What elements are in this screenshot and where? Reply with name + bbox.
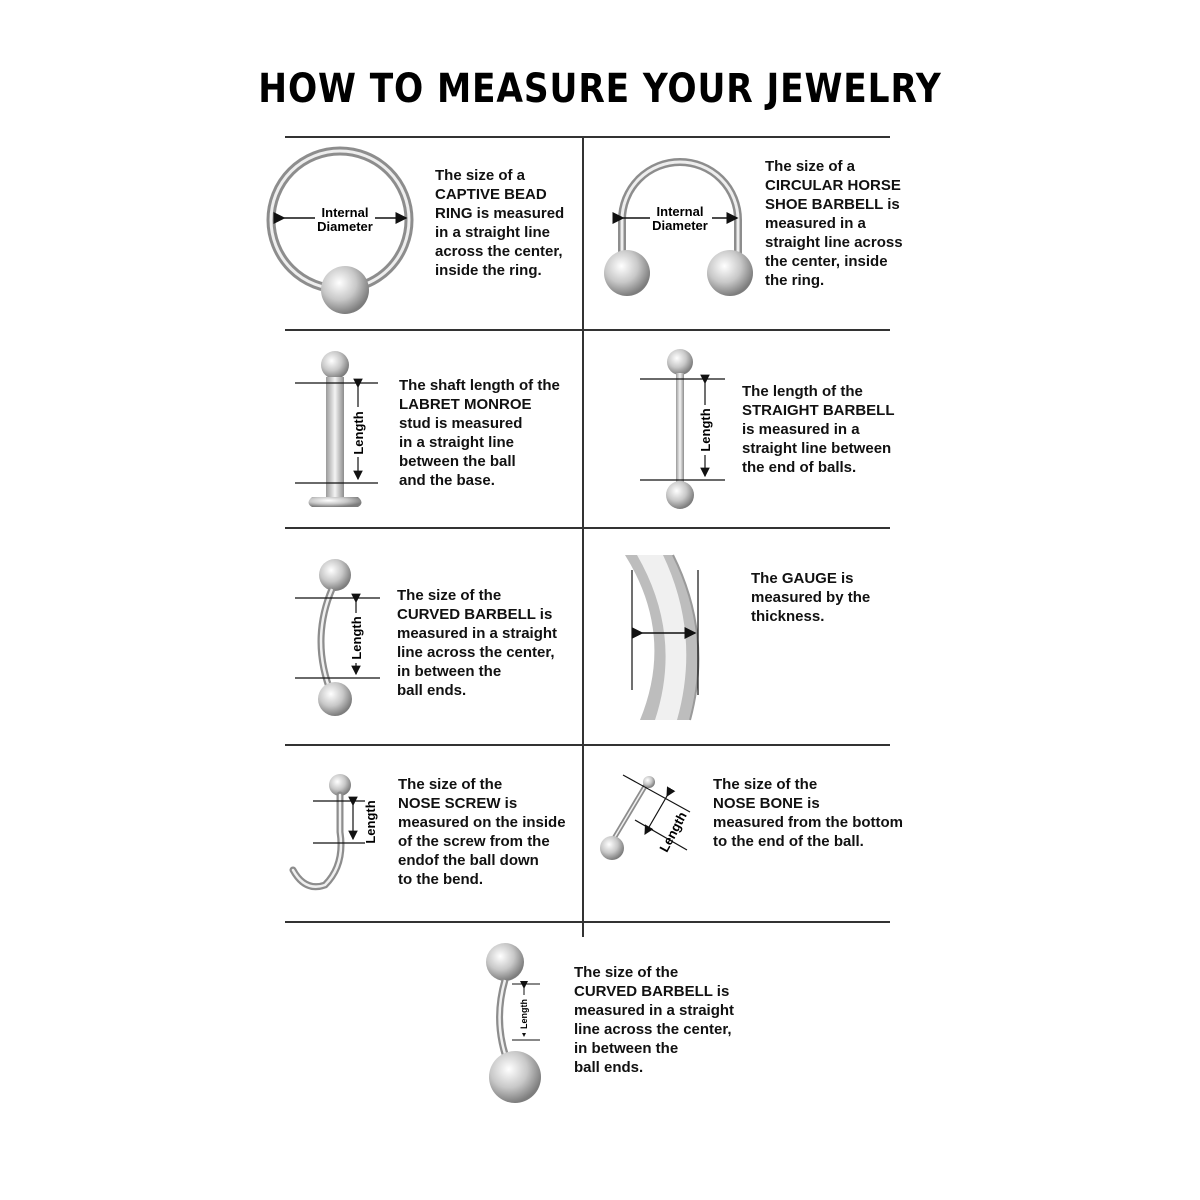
curved-barbell-description: The size of the CURVED BARBELL is measured in a straight line across the center, in between the ball ends. (397, 587, 558, 699)
length-label-curved: Length (349, 616, 364, 660)
length-label-nose-bone: Length (656, 809, 690, 855)
divider-4 (285, 744, 890, 746)
length-label-labret: Length (351, 411, 366, 455)
belly-curved-barbell-description: The size of the CURVED BARBELL is measured in a straight line across the center, in between the ball ends. (574, 964, 735, 1076)
nose-bone-description: The size of the NOSE BONE is measured from the bottom to the end of the ball. (713, 776, 904, 850)
internal-label-2: Internal (656, 204, 704, 219)
divider-5 (285, 921, 890, 923)
length-label-straight: Length (698, 408, 713, 452)
divider-1 (285, 136, 890, 138)
diameter-label: Diameter (317, 219, 373, 234)
straight-barbell-description: The length of the STRAIGHT BARBELL is measured in a straight line between the end of balls. (742, 383, 895, 476)
nose-bone-illustration (595, 770, 705, 870)
curved-barbell-illustration (290, 555, 390, 725)
horse-shoe-description: The size of a CIRCULAR HORSE SHOE BARBELL is measured in a straight line across the center, inside the ring. (765, 158, 903, 289)
labret-description: The shaft length of the LABRET MONROE stud is measured in a straight line between the ball and the base. (399, 377, 560, 489)
gauge-illustration (615, 555, 715, 725)
column-divider (582, 137, 584, 937)
labret-illustration (290, 345, 390, 515)
captive-bead-ring-illustration (265, 140, 425, 320)
length-label-belly: Length (519, 999, 529, 1029)
nose-screw-description: The size of the NOSE SCREW is measured on the inside of the screw from the endof the ball down to the bend. (398, 776, 566, 888)
straight-barbell-illustration (635, 345, 735, 515)
internal-label: Internal (321, 205, 369, 220)
length-label-nose-screw: Length (363, 800, 378, 844)
horse-shoe-illustration (600, 140, 760, 300)
page-title: HOW TO MEASURE YOUR JEWELRY (258, 66, 942, 112)
gauge-description: The GAUGE is measured by the thickness. (751, 570, 871, 625)
diameter-label-2: Diameter (652, 218, 708, 233)
captive-bead-ring-description: The size of a CAPTIVE BEAD RING is measured in a straight line across the center, inside the ring. (435, 167, 565, 279)
divider-3 (285, 527, 890, 529)
divider-2 (285, 329, 890, 331)
belly-curved-barbell-illustration (480, 940, 560, 1110)
nose-screw-illustration (285, 770, 385, 900)
